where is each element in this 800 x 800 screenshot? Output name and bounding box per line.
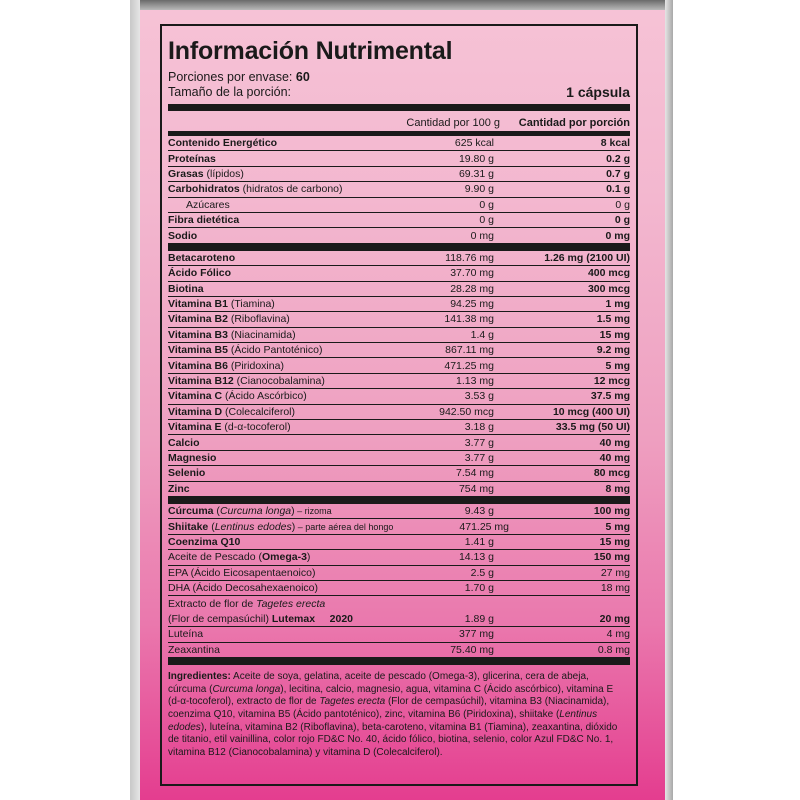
amount-per-100g: 3.77 g <box>464 452 494 464</box>
servings-per-pack-value: 60 <box>295 70 310 84</box>
table-row <box>168 198 630 213</box>
nutrient-name: Carbohidratos (hidratos de carbono) <box>168 183 343 196</box>
serving-size-label: Tamaño de la porción: <box>168 85 291 99</box>
nutrient-name: Zinc <box>168 482 190 495</box>
servings-per-pack-label: Porciones por envase: <box>168 70 293 84</box>
table-row <box>168 328 630 343</box>
amount-per-100g: 3.18 g <box>464 421 494 434</box>
nutrient-name: Azúcares <box>186 198 230 211</box>
nutrient-name: Vitamina C (Ácido Ascórbico) <box>168 390 307 403</box>
table-row <box>168 182 630 197</box>
column-per-100g: Cantidad por 100 g <box>406 116 500 129</box>
vitamins-section <box>168 251 630 497</box>
nutrient-name: Vitamina B3 (Niacinamida) <box>168 328 296 341</box>
serving-size-value: 1 cápsula <box>566 84 630 100</box>
amount-per-serving: 1.5 mg <box>596 313 630 326</box>
amount-per-serving: 9.2 mg <box>596 344 630 357</box>
divider-thick <box>168 104 630 111</box>
table-row <box>168 213 630 228</box>
amount-per-serving: 5 mg <box>605 359 630 372</box>
column-per-serving: Cantidad por porción <box>518 116 630 129</box>
amount-per-100g: 19.80 g <box>458 152 494 165</box>
nutrient-name: Vitamina B5 (Ácido Pantoténico) <box>168 344 323 357</box>
nutrient-name: Vitamina E (d-α-tocoferol) <box>168 421 291 434</box>
amount-per-100g: 28.28 mg <box>450 282 494 295</box>
others-section <box>168 504 630 658</box>
box-top-edge <box>130 0 673 10</box>
amount-per-100g: 118.76 mg <box>445 251 494 264</box>
amount-per-100g: 7.54 mg <box>456 467 494 480</box>
table-row: Coenzima Q10 1.41 g 15 mg <box>168 535 630 550</box>
amount-per-serving: 1.26 mg (2100 UI) <box>544 251 630 264</box>
amount-per-100g: 37.70 mg <box>450 267 494 280</box>
ingredients-label: Ingredientes: <box>168 670 231 682</box>
table-row <box>168 451 630 466</box>
table-row <box>168 343 630 358</box>
amount-per-100g: 0 g <box>479 198 494 211</box>
servings-per-pack <box>168 70 630 85</box>
nutrient-name: Ácido Fólico <box>168 267 231 280</box>
table-row <box>168 358 630 373</box>
divider-section <box>168 243 630 251</box>
macros-section <box>168 136 630 244</box>
amount-per-serving: 40 mg <box>599 436 630 449</box>
nutrient-name: Fibra dietética <box>168 214 240 227</box>
panel-title: Información Nutrimental <box>168 37 453 65</box>
nutrient-name: Proteínas <box>168 152 216 165</box>
nutrient-name: Grasas (lípidos) <box>168 167 244 180</box>
table-row: Extracto de flor de Tagetes erecta <box>168 598 326 611</box>
nutrient-name: Biotina <box>168 282 204 295</box>
amount-per-100g: 1.13 mg <box>456 375 494 388</box>
table-row <box>168 312 630 327</box>
table-row <box>168 282 630 297</box>
divider-section <box>168 657 630 665</box>
nutrient-name: Vitamina B1 (Tiamina) <box>168 298 275 311</box>
table-row <box>168 420 630 435</box>
nutrient-name: Vitamina B12 (Cianocobalamina) <box>168 375 325 388</box>
table-row: EPA (Ácido Eicosapentaenoico) 2.5 g 27 mg <box>168 566 630 581</box>
nutrient-name: Vitamina B6 (Piridoxina) <box>168 359 284 372</box>
amount-per-serving: 0 mg <box>605 229 630 242</box>
column-headers <box>168 114 630 132</box>
amount-per-100g: 94.25 mg <box>450 298 494 311</box>
table-row <box>168 167 630 182</box>
amount-per-100g: 69.31 g <box>458 167 494 180</box>
nutrient-name: Betacaroteno <box>168 251 236 264</box>
table-row: Cúrcuma (Curcuma longa) – rizoma 9.43 g 100 mg <box>168 504 630 519</box>
amount-per-serving: 8 kcal <box>600 137 630 150</box>
nutrient-name: Sodio <box>168 229 198 242</box>
amount-per-serving: 0.1 g <box>606 183 630 196</box>
table-row <box>168 482 630 497</box>
amount-per-100g: 471.25 mg <box>444 359 494 372</box>
amount-per-100g: 3.77 g <box>464 436 494 449</box>
table-row <box>168 374 630 389</box>
table-row: (Flor de cempasúchil) Lutemax 2020 1.89 g 20 mg <box>168 612 630 627</box>
table-row: Shiitake (Lentinus edodes) – parte aérea del hongo 471.25 mg 5 mg <box>168 519 630 534</box>
amount-per-serving: 33.5 mg (50 UI) <box>555 421 630 434</box>
amount-per-serving: 0.7 g <box>606 167 630 180</box>
amount-per-100g: 9.90 g <box>464 183 494 196</box>
table-row <box>168 389 630 404</box>
table-row <box>168 297 630 312</box>
table-row <box>168 466 630 481</box>
amount-per-serving: 0 g <box>615 198 630 211</box>
amount-per-100g: 141.38 mg <box>444 313 494 326</box>
ingredients-text: Ingredientes: Aceite de soya, gelatina, aceite de pescado (Omega-3), glicerina, cera de abeja, cúrcuma (Curcuma longa), lecitina, calcio, magnesio, agua, vitamina C (Ácido ascórbico), vitamina E (d-α-tocoferol), extracto de flor de Tagetes erecta (Flor de cempasúchil), vitamina B3 (Niacinamida), coenzima Q10, vitamina B5 (Ácido pantoténico), zinc, vitamina B6 (Piridoxina), shiitake (Lentinus edodes), luteína, vitamina B2 (Riboflavina), beta-caroteno, vitamina B1 (Tiamina), zeaxantina, dióxido de titanio, etil vainillina, color rojo FD&C No. 40, ácido fólico, biotina, selenio, color Azul FD&C No. 1, vitamina B12 (Cianocobalamina) y vitamina D (Colecalciferol). <box>168 670 618 759</box>
box-left-edge <box>130 0 140 800</box>
amount-per-100g: 0 mg <box>470 229 494 242</box>
amount-per-100g: 625 kcal <box>454 137 494 150</box>
table-row <box>168 251 630 266</box>
amount-per-100g: 754 mg <box>458 482 494 495</box>
nutrient-name: Contenido Energético <box>168 137 278 150</box>
nutrition-facts-panel <box>160 24 638 786</box>
table-row <box>168 228 630 243</box>
table-row: DHA (Ácido Decosahexaenoico) 1.70 g 18 mg <box>168 581 630 596</box>
serving-size <box>168 85 630 100</box>
amount-per-serving: 300 mcg <box>587 282 630 295</box>
amount-per-serving: 400 mcg <box>587 267 630 280</box>
table-row: Aceite de Pescado (Omega-3) 14.13 g 150 mg <box>168 550 630 565</box>
amount-per-serving: 0.2 g <box>606 152 630 165</box>
amount-per-serving: 8 mg <box>605 482 630 495</box>
table-row <box>168 136 630 151</box>
amount-per-serving: 80 mcg <box>593 467 630 480</box>
amount-per-serving: 15 mg <box>599 328 630 341</box>
box-right-edge <box>665 0 673 800</box>
amount-per-100g: 942.50 mcg <box>439 405 494 418</box>
table-row <box>168 405 630 420</box>
amount-per-serving: 1 mg <box>605 298 630 311</box>
amount-per-serving: 40 mg <box>599 452 630 464</box>
nutrient-name: Calcio <box>168 436 200 449</box>
table-row <box>168 266 630 281</box>
amount-per-100g: 867.11 mg <box>445 344 494 357</box>
amount-per-serving: 0 g <box>614 214 630 227</box>
nutrient-name: Selenio <box>168 467 206 480</box>
servings-info <box>168 70 630 100</box>
table-row: Zeaxantina 75.40 mg 0.8 mg <box>168 643 630 658</box>
table-row <box>168 151 630 166</box>
amount-per-serving: 12 mcg <box>593 375 630 388</box>
nutrient-name: Vitamina D (Colecalciferol) <box>168 405 296 418</box>
divider-section <box>168 496 630 504</box>
nutrient-name: Magnesio <box>168 452 217 464</box>
amount-per-100g: 1.4 g <box>470 328 494 341</box>
amount-per-serving: 10 mcg (400 UI) <box>552 405 630 418</box>
amount-per-100g: 0 g <box>479 214 494 227</box>
table-row <box>168 435 630 450</box>
table-row: Luteína 377 mg 4 mg <box>168 627 630 642</box>
amount-per-100g: 3.53 g <box>464 390 494 403</box>
amount-per-serving: 37.5 mg <box>590 390 630 403</box>
nutrient-name: Vitamina B2 (Riboflavina) <box>168 313 290 326</box>
